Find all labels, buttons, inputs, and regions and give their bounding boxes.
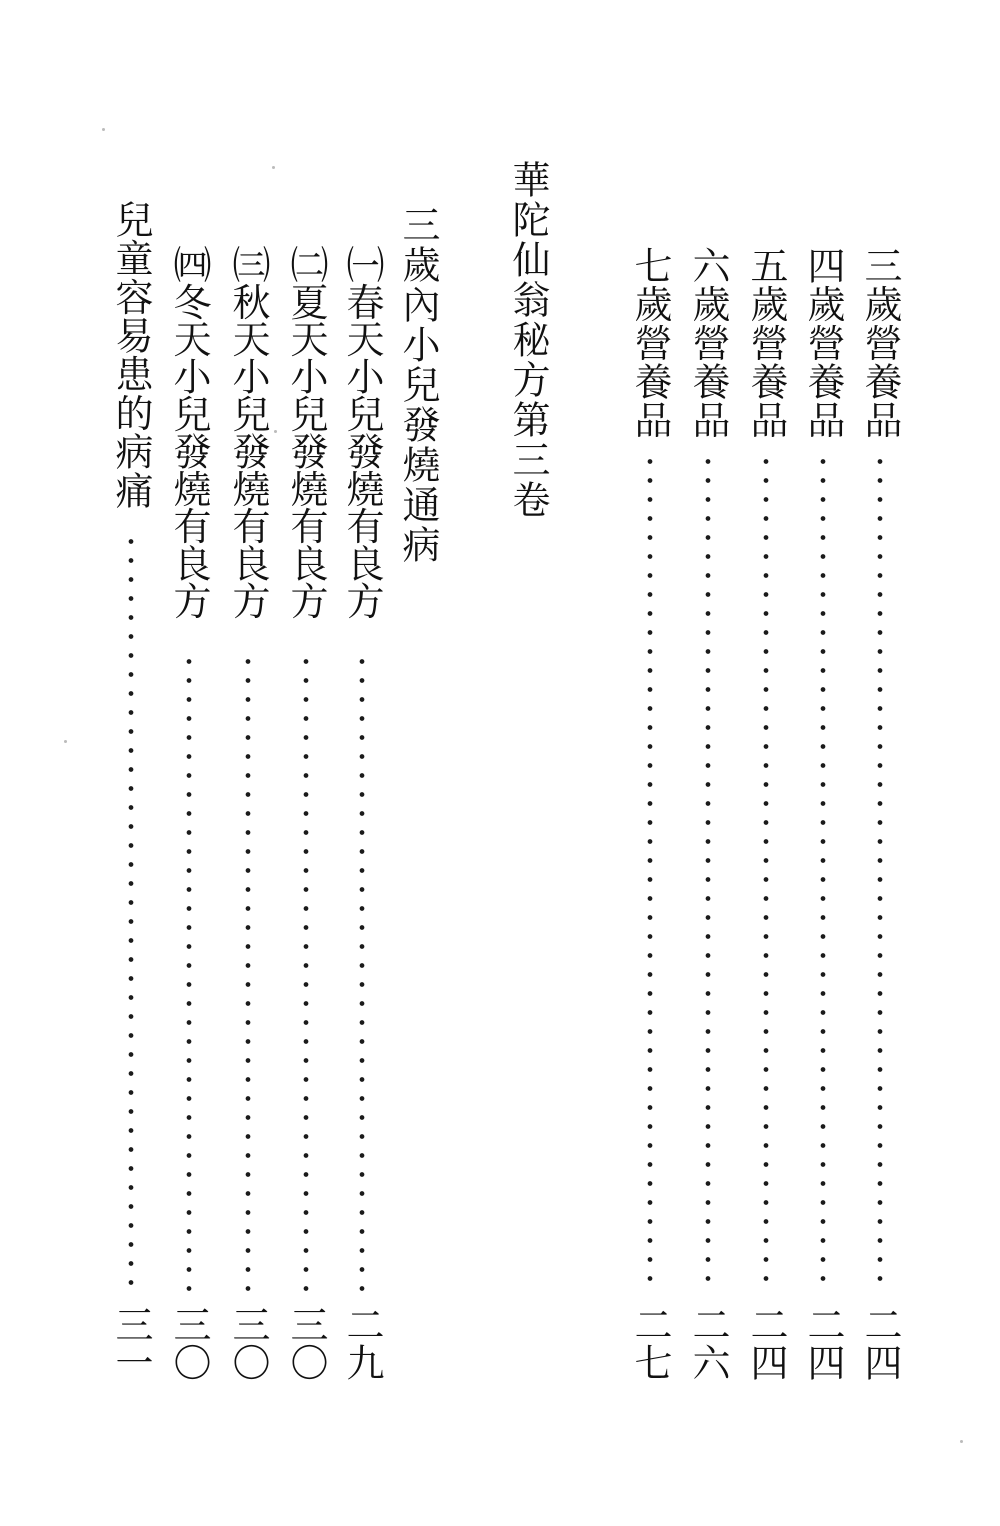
page-number: 二四 [744, 1305, 788, 1381]
scan-speck [64, 740, 67, 743]
dot-leader [303, 652, 309, 1294]
dot-leader [186, 652, 192, 1294]
dot-leader [820, 452, 826, 1294]
page-number: 三一 [109, 1305, 153, 1381]
entry-label: 五歲營養品 [744, 246, 788, 440]
section-heading: 華陀仙翁秘方第三卷 [506, 160, 550, 520]
page-number: 二四 [801, 1305, 845, 1381]
entry-label: ㈢秋天小兒發燒有良方 [226, 245, 270, 620]
dot-leader [877, 452, 883, 1294]
entry-label: ㈣冬天小兒發燒有良方 [167, 245, 211, 620]
subsection-heading: 三歲內小兒發燒通病 [396, 205, 440, 565]
entry-label: ㈠春天小兒發燒有良方 [340, 245, 384, 620]
dot-leader [245, 652, 251, 1294]
page-number: 三〇 [226, 1305, 270, 1381]
page-number: 二六 [686, 1305, 730, 1381]
entry-label: 四歲營養品 [801, 246, 845, 440]
page-number: 二四 [858, 1305, 902, 1381]
dot-leader [128, 532, 134, 1294]
page-number: 二七 [628, 1305, 672, 1381]
entry-label: ㈡夏天小兒發燒有良方 [284, 245, 328, 620]
dot-leader [647, 452, 653, 1294]
dot-leader [763, 452, 769, 1294]
entry-label: 三歲營養品 [858, 246, 902, 440]
page-number: 三〇 [284, 1305, 328, 1381]
dot-leader [359, 652, 365, 1294]
entry-label: 七歲營養品 [628, 246, 672, 440]
entry-label: 六歲營養品 [686, 246, 730, 440]
scan-speck [274, 430, 277, 433]
entry-label: 兒童容易患的病痛 [109, 200, 153, 510]
page-number: 三〇 [167, 1305, 211, 1381]
scan-speck [960, 1440, 963, 1443]
page-number: 二九 [340, 1305, 384, 1381]
scan-speck [272, 166, 275, 169]
scan-speck [102, 128, 105, 131]
dot-leader [705, 452, 711, 1294]
